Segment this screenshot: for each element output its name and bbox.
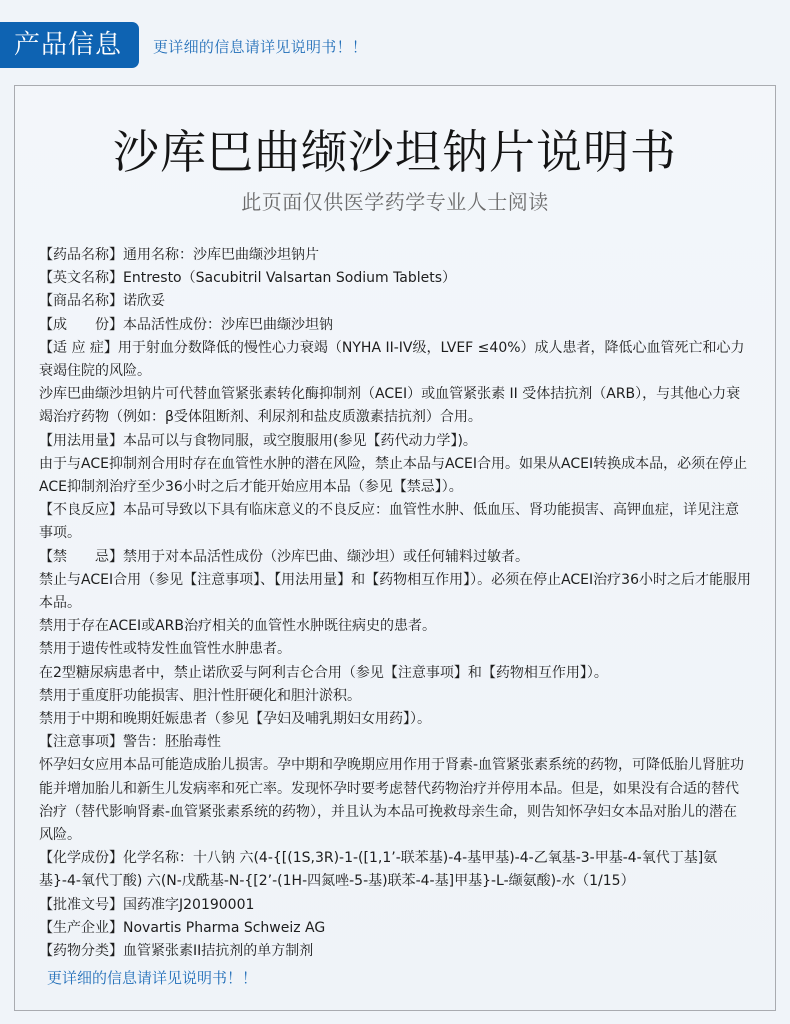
section-text: 禁止与ACEI合用（参见【注意事项】、【用法用量】和【药物相互作用】）。必须在停止ACEI治疗36小时之后才能服用本品。 xyxy=(39,571,751,612)
section-label: 【注意事项】 xyxy=(39,734,123,751)
section-text: 沙库巴曲缬沙坦钠片可代替血管紧张素转化酶抑制剂（ACEI）或血管紧张素 II 受体拮抗剂（ARB），与其他心力衰竭治疗药物（例如：β受体阻断剂、利尿剂和盐皮质激素拮抗剂）合用。 xyxy=(39,386,741,426)
line-dosage xyxy=(39,430,751,453)
product-info-tab[interactable]: 产品信息 xyxy=(0,22,139,68)
line-english-name xyxy=(39,267,751,290)
section-text: 由于与ACE抑制剂合用时存在血管性水肿的潜在风险，禁止本品与ACEI合用。如果从ACEI转换成本品，必须在停止ACE抑制剂治疗至少36小时之后才能开始应用本品（参见【禁忌】）。 xyxy=(39,455,748,496)
section-text: 禁用于重度肝功能损害、胆汁性肝硬化和胆汁淤积。 xyxy=(39,687,361,704)
line-contraindication-1 xyxy=(39,569,751,615)
line-manufacturer xyxy=(39,917,751,940)
line-contraindications xyxy=(39,546,751,569)
line-drug-class xyxy=(39,940,751,963)
line-approval-number xyxy=(39,894,751,917)
section-label: 【生产企业】 xyxy=(39,919,123,936)
section-label: 【化学成份】 xyxy=(39,850,123,867)
section-text: 通用名称：沙库巴曲缬沙坦钠片 xyxy=(123,247,319,263)
document-subtitle: 此页面仅供医学药学专业人士阅读 xyxy=(241,190,549,214)
section-text: 本品可导致以下具有临床意义的不良反应：血管性水肿、低血压、肾功能损害、高钾血症，详见注意事项。 xyxy=(39,502,739,542)
section-text: 禁用于遗传性或特发性血管性水肿患者。 xyxy=(39,641,291,658)
section-text: 警告：胚胎毒性 xyxy=(123,734,221,751)
footer-detail-link[interactable]: 更详细的信息请详见说明书！！ xyxy=(47,969,258,988)
section-text: 国药准字J20190001 xyxy=(123,896,255,913)
section-text: 怀孕妇女应用本品可能造成胎儿损害。孕中期和孕晚期应用作用于肾素-血管紧张素系统的药物，可降低胎儿肾脏功能并增加胎儿和新生儿发病率和死亡率。发现怀孕时要考虑替代药物治疗并停用本品。但是，如果没有合适的替代治疗（替代影响肾素-血管紧张素系统的药物），并且认为本品可挽救母亲生命，则告知怀孕妇女本品对胎儿的潜在风险。 xyxy=(39,757,745,844)
section-text: Novartis Pharma Schweiz AG xyxy=(123,919,326,936)
section-text: Entresto（Sacubitril Valsartan Sodium Tablets） xyxy=(123,270,457,287)
section-label: 【适 应 症】 xyxy=(39,339,118,356)
line-ingredients xyxy=(39,314,751,337)
line-chemical-composition xyxy=(39,847,751,893)
section-label: 【商品名称】 xyxy=(39,293,123,310)
section-label: 【用法用量】 xyxy=(39,432,123,449)
section-text: 禁用于对本品活性成份（沙库巴曲、缬沙坦）或任何辅料过敏者。 xyxy=(123,548,529,565)
line-precautions-detail xyxy=(39,754,751,847)
section-text: 本品活性成份：沙库巴曲缬沙坦钠 xyxy=(123,316,333,333)
line-contraindication-6 xyxy=(39,708,751,731)
line-contraindication-4 xyxy=(39,662,751,685)
line-precautions xyxy=(39,731,751,754)
line-indications xyxy=(39,337,751,383)
line-brand-name xyxy=(39,290,751,313)
section-label: 【禁 忌】 xyxy=(39,548,123,565)
section-label: 【成 份】 xyxy=(39,316,123,333)
section-text: 血管紧张素II拮抗剂的单方制剂 xyxy=(123,943,314,960)
document-panel xyxy=(14,85,776,1011)
line-contraindication-2 xyxy=(39,615,751,638)
section-label: 【批准文号】 xyxy=(39,896,123,913)
section-label: 【药物分类】 xyxy=(39,943,123,960)
document-title: 沙库巴曲缬沙坦钠片说明书 xyxy=(113,125,677,179)
header-detail-link[interactable]: 更详细的信息请详见说明书！！ xyxy=(153,38,368,56)
line-contraindication-3 xyxy=(39,638,751,661)
header-bar xyxy=(0,0,790,80)
section-text: 本品可以与食物同服，或空腹服用(参见【药代动力学】)。 xyxy=(123,432,477,449)
section-text: 诺欣妥 xyxy=(123,293,165,310)
section-label: 【英文名称】 xyxy=(39,270,123,287)
line-contraindication-5 xyxy=(39,685,751,708)
section-label: 【不良反应】 xyxy=(39,502,123,519)
section-text: 禁用于中期和晚期妊娠患者（参见【孕妇及哺乳期妇女用药】）。 xyxy=(39,711,431,728)
line-drug-name xyxy=(39,244,751,267)
section-label: 【药品名称】 xyxy=(39,247,123,263)
section-text: 在2型糖尿病患者中，禁止诺欣妥与阿利吉仑合用（参见【注意事项】和【药物相互作用】）。 xyxy=(39,664,608,681)
document-content xyxy=(39,244,751,991)
line-dosage-detail xyxy=(39,453,751,499)
section-text: 化学名称：十八钠 六(4-{[(1S,3R)-1-([1,1’-联苯基)-4-基甲基)-4-乙氧基-3-甲基-4-氧代丁基]氨基}-4-氧代丁酸) 六(N-戊酰基-N-{[2’-(1H-四氮唑-5-基)联苯-4-基]甲基}-L-缬氨酸)-水（1/15） xyxy=(39,850,718,890)
line-adverse-reactions xyxy=(39,499,751,545)
section-text: 禁用于存在ACEI或ARB治疗相关的血管性水肿既往病史的患者。 xyxy=(39,618,436,635)
line-indications-detail xyxy=(39,383,751,429)
section-text: 用于射血分数降低的慢性心力衰竭（NYHA II-IV级，LVEF ≤40%）成人患者，降低心血管死亡和心力衰竭住院的风险。 xyxy=(39,339,745,380)
